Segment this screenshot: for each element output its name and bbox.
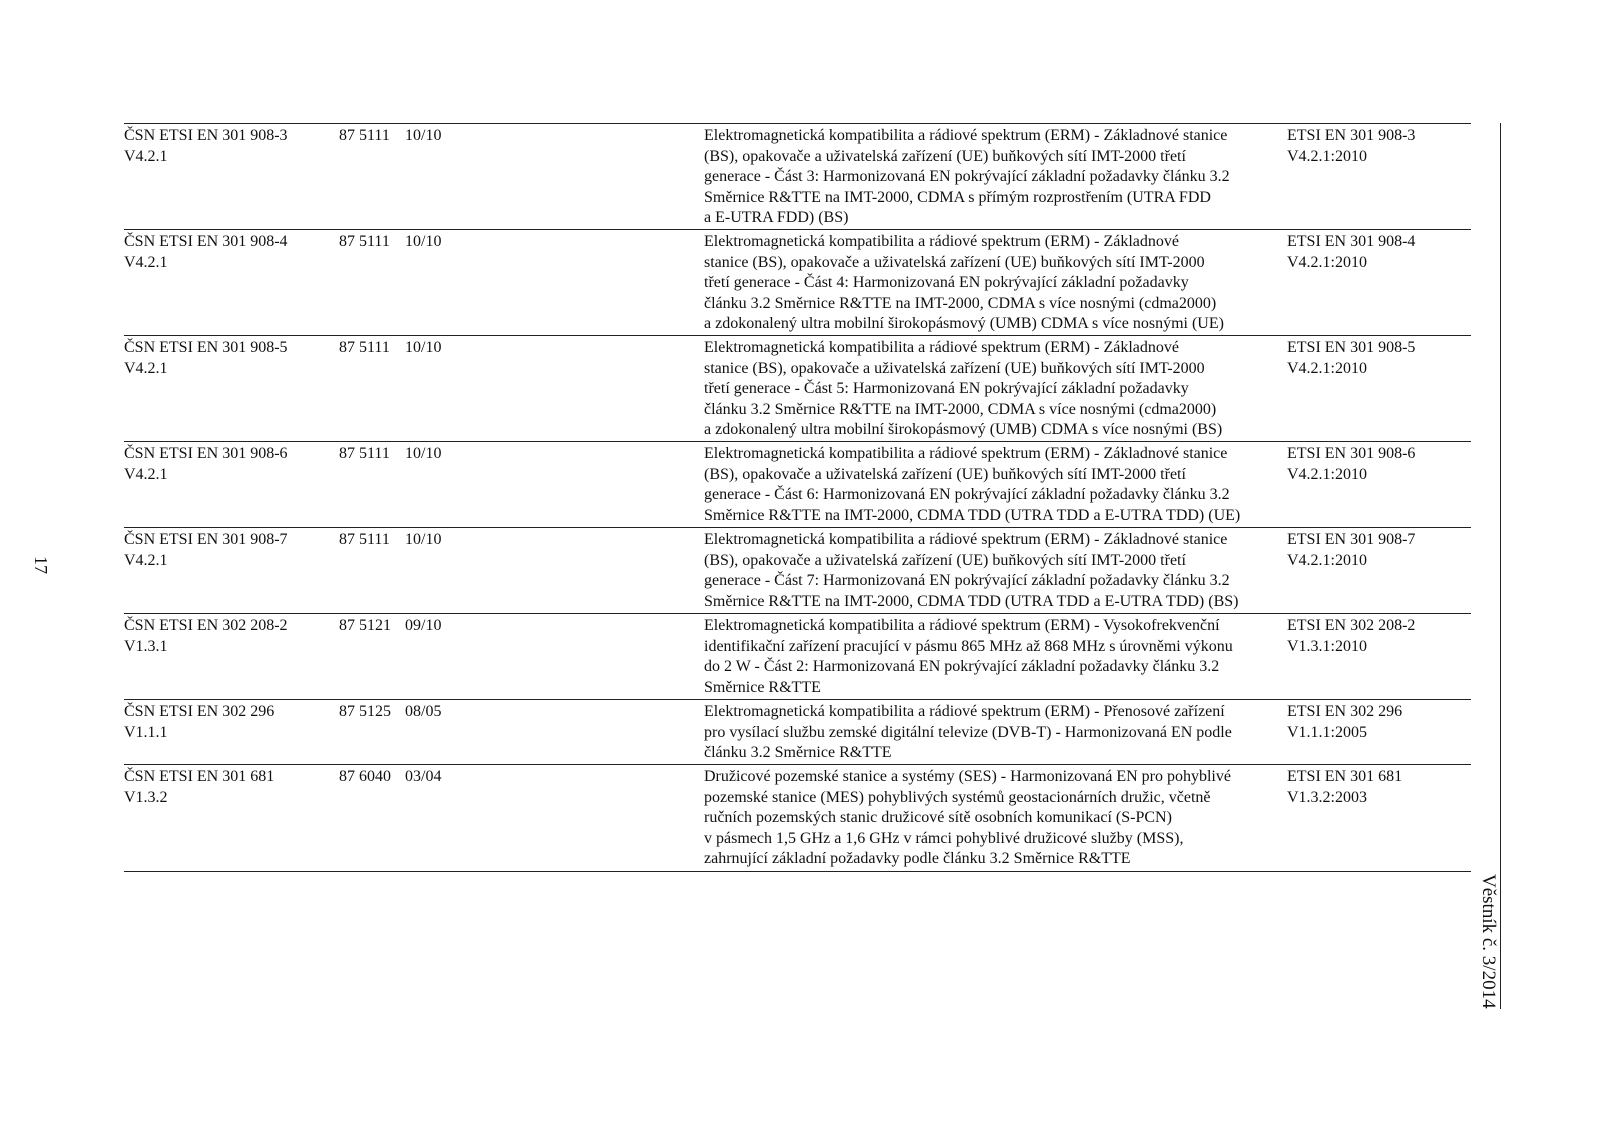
reference-line: ETSI EN 301 908-3 bbox=[1287, 127, 1416, 144]
issue-date: 10/10 bbox=[405, 445, 442, 462]
title-line: třetí generace - Část 5: Harmonizovaná EN pokrývající základní požadavky bbox=[704, 380, 1189, 398]
title-line: a E-UTRA FDD) (BS) bbox=[704, 209, 849, 227]
title-line: generace - Část 7: Harmonizovaná EN pokrývající základní požadavky článku 3.2 bbox=[704, 572, 1230, 590]
designation-line: ČSN ETSI EN 302 208-2 bbox=[124, 617, 288, 634]
standard-designation bbox=[124, 444, 339, 485]
table-row bbox=[124, 614, 1471, 700]
etsi-reference bbox=[1287, 444, 1467, 485]
designation-version: V1.3.1 bbox=[124, 637, 168, 655]
class-code: 87 5121 bbox=[339, 617, 391, 634]
table-row bbox=[124, 528, 1471, 614]
title-line: pro vysílací službu zemské digitální televize (DVB-T) - Harmonizovaná EN podle bbox=[704, 723, 1232, 741]
issue-date: 09/10 bbox=[405, 617, 442, 634]
class-code: 87 5111 bbox=[339, 445, 390, 462]
reference-version: V1.3.1:2010 bbox=[1287, 637, 1367, 655]
title-line: Elektromagnetická kompatibilita a rádiové spektrum (ERM) - Vysokofrekvenční bbox=[704, 617, 1220, 634]
title-line: Elektromagnetická kompatibilita a rádiové spektrum (ERM) - Základnové bbox=[704, 233, 1179, 250]
title-line: Elektromagnetická kompatibilita a rádiové spektrum (ERM) - Základnové stanice bbox=[704, 127, 1228, 144]
title-line: Elektromagnetická kompatibilita a rádiové spektrum (ERM) - Přenosové zařízení bbox=[704, 703, 1225, 720]
reference-line: ETSI EN 301 908-4 bbox=[1287, 233, 1416, 250]
reference-version: V4.2.1:2010 bbox=[1287, 359, 1367, 377]
issue-date: 10/10 bbox=[405, 127, 442, 144]
running-head: Věstník č. 3/2014 bbox=[1478, 874, 1499, 1009]
designation-version: V4.2.1 bbox=[124, 253, 168, 271]
title-line: (BS), opakovače a uživatelská zařízení (UE) buňkových sítí IMT-2000 třetí bbox=[704, 147, 1186, 165]
standard-title bbox=[704, 767, 1284, 870]
etsi-reference bbox=[1287, 126, 1467, 167]
standard-title bbox=[704, 444, 1284, 526]
title-line: Elektromagnetická kompatibilita a rádiové spektrum (ERM) - Základnové stanice bbox=[704, 445, 1228, 462]
reference-version: V1.3.2:2003 bbox=[1287, 788, 1367, 806]
etsi-reference bbox=[1287, 232, 1467, 273]
standard-title bbox=[704, 530, 1284, 612]
title-line: Směrnice R&TTE na IMT-2000, CDMA TDD (UTRA TDD a E-UTRA TDD) (BS) bbox=[704, 592, 1239, 610]
class-code: 87 5111 bbox=[339, 339, 390, 356]
title-line: stanice (BS), opakovače a uživatelská zařízení (UE) buňkových sítí IMT-2000 bbox=[704, 253, 1205, 271]
designation-version: V4.2.1 bbox=[124, 465, 168, 483]
title-line: pozemské stanice (MES) pohyblivých systémů geostacionárních družic, včetně bbox=[704, 788, 1211, 806]
class-code: 87 5111 bbox=[339, 233, 390, 250]
reference-line: ETSI EN 301 908-5 bbox=[1287, 339, 1416, 356]
standard-designation bbox=[124, 232, 339, 273]
title-line: článku 3.2 Směrnice R&TTE na IMT-2000, CDMA s více nosnými (cdma2000) bbox=[704, 400, 1217, 418]
standard-designation bbox=[124, 616, 339, 657]
title-line: v pásmech 1,5 GHz a 1,6 GHz v rámci pohyblivé družicové služby (MSS), bbox=[704, 829, 1184, 847]
designation-line: ČSN ETSI EN 301 681 bbox=[124, 768, 275, 785]
reference-line: ETSI EN 301 681 bbox=[1287, 768, 1403, 785]
standards-table bbox=[124, 123, 1471, 872]
etsi-reference bbox=[1287, 767, 1467, 808]
table-row bbox=[124, 442, 1471, 528]
table-row bbox=[124, 124, 1471, 230]
reference-line: ETSI EN 301 908-6 bbox=[1287, 445, 1416, 462]
designation-line: ČSN ETSI EN 302 296 bbox=[124, 703, 275, 720]
reference-line: ETSI EN 302 296 bbox=[1287, 703, 1403, 720]
margin-rule bbox=[1500, 123, 1501, 1009]
reference-version: V4.2.1:2010 bbox=[1287, 147, 1367, 165]
standard-title bbox=[704, 616, 1284, 698]
reference-version: V1.1.1:2005 bbox=[1287, 723, 1367, 741]
title-line: Směrnice R&TTE na IMT-2000, CDMA TDD (UTRA TDD a E-UTRA TDD) (UE) bbox=[704, 506, 1241, 524]
running-head-container bbox=[1477, 874, 1498, 1009]
title-line: Směrnice R&TTE bbox=[704, 678, 821, 696]
title-line: Elektromagnetická kompatibilita a rádiové spektrum (ERM) - Základnové bbox=[704, 339, 1179, 356]
etsi-reference bbox=[1287, 338, 1467, 379]
title-line: (BS), opakovače a uživatelská zařízení (UE) buňkových sítí IMT-2000 třetí bbox=[704, 465, 1186, 483]
table-row bbox=[124, 230, 1471, 336]
title-line: Směrnice R&TTE na IMT-2000, CDMA s přímým rozprostřením (UTRA FDD bbox=[704, 188, 1211, 206]
title-line: článku 3.2 Směrnice R&TTE bbox=[704, 744, 892, 762]
standard-title bbox=[704, 126, 1284, 229]
title-line: generace - Část 6: Harmonizovaná EN pokrývající základní požadavky článku 3.2 bbox=[704, 486, 1230, 504]
designation-line: ČSN ETSI EN 301 908-4 bbox=[124, 233, 288, 250]
table-row bbox=[124, 336, 1471, 442]
title-line: (BS), opakovače a uživatelská zařízení (UE) buňkových sítí IMT-2000 třetí bbox=[704, 551, 1186, 569]
title-line: Elektromagnetická kompatibilita a rádiové spektrum (ERM) - Základnové stanice bbox=[704, 531, 1228, 548]
title-line: a zdokonalený ultra mobilní širokopásmový (UMB) CDMA s více nosnými (UE) bbox=[704, 315, 1224, 333]
title-line: třetí generace - Část 4: Harmonizovaná EN pokrývající základní požadavky bbox=[704, 274, 1189, 292]
designation-version: V4.2.1 bbox=[124, 359, 168, 377]
standard-designation bbox=[124, 126, 339, 167]
reference-version: V4.2.1:2010 bbox=[1287, 551, 1367, 569]
title-line: identifikační zařízení pracující v pásmu 865 MHz až 868 MHz s úrovněmi výkonu bbox=[704, 637, 1233, 655]
table-row bbox=[124, 700, 1471, 765]
issue-date: 08/05 bbox=[405, 703, 442, 720]
page-number: 17 bbox=[31, 556, 51, 574]
class-code: 87 5111 bbox=[339, 531, 390, 548]
designation-version: V4.2.1 bbox=[124, 147, 168, 165]
title-line: článku 3.2 Směrnice R&TTE na IMT-2000, CDMA s více nosnými (cdma2000) bbox=[704, 294, 1217, 312]
designation-version: V1.3.2 bbox=[124, 788, 168, 806]
standard-designation bbox=[124, 702, 339, 743]
standard-designation bbox=[124, 338, 339, 379]
reference-line: ETSI EN 301 908-7 bbox=[1287, 531, 1416, 548]
standard-title bbox=[704, 232, 1284, 335]
class-code: 87 6040 bbox=[339, 768, 391, 785]
designation-line: ČSN ETSI EN 301 908-5 bbox=[124, 339, 288, 356]
issue-date: 10/10 bbox=[405, 233, 442, 250]
designation-line: ČSN ETSI EN 301 908-7 bbox=[124, 531, 288, 548]
etsi-reference bbox=[1287, 530, 1467, 571]
designation-line: ČSN ETSI EN 301 908-3 bbox=[124, 127, 288, 144]
table-row bbox=[124, 765, 1471, 872]
class-code: 87 5125 bbox=[339, 703, 391, 720]
issue-date: 10/10 bbox=[405, 531, 442, 548]
title-line: Družicové pozemské stanice a systémy (SES) - Harmonizovaná EN pro pohyblivé bbox=[704, 768, 1231, 785]
standard-title bbox=[704, 338, 1284, 441]
title-line: ručních pozemských stanic družicové sítě osobních komunikací (S-PCN) bbox=[704, 809, 1172, 827]
title-line: do 2 W - Část 2: Harmonizovaná EN pokrývající základní požadavky článku 3.2 bbox=[704, 658, 1220, 676]
reference-line: ETSI EN 302 208-2 bbox=[1287, 617, 1416, 634]
title-line: generace - Část 3: Harmonizovaná EN pokrývající základní požadavky článku 3.2 bbox=[704, 168, 1230, 186]
title-line: zahrnující základní požadavky podle článku 3.2 Směrnice R&TTE bbox=[704, 850, 1131, 868]
designation-version: V1.1.1 bbox=[124, 723, 168, 741]
etsi-reference bbox=[1287, 616, 1467, 657]
reference-version: V4.2.1:2010 bbox=[1287, 253, 1367, 271]
designation-line: ČSN ETSI EN 301 908-6 bbox=[124, 445, 288, 462]
title-line: a zdokonalený ultra mobilní širokopásmový (UMB) CDMA s více nosnými (BS) bbox=[704, 421, 1223, 439]
standard-title bbox=[704, 702, 1284, 764]
issue-date: 10/10 bbox=[405, 339, 442, 356]
title-line: stanice (BS), opakovače a uživatelská zařízení (UE) buňkových sítí IMT-2000 bbox=[704, 359, 1205, 377]
standard-designation bbox=[124, 767, 339, 808]
etsi-reference bbox=[1287, 702, 1467, 743]
standard-designation bbox=[124, 530, 339, 571]
reference-version: V4.2.1:2010 bbox=[1287, 465, 1367, 483]
issue-date: 03/04 bbox=[405, 768, 442, 785]
class-code: 87 5111 bbox=[339, 127, 390, 144]
designation-version: V4.2.1 bbox=[124, 551, 168, 569]
